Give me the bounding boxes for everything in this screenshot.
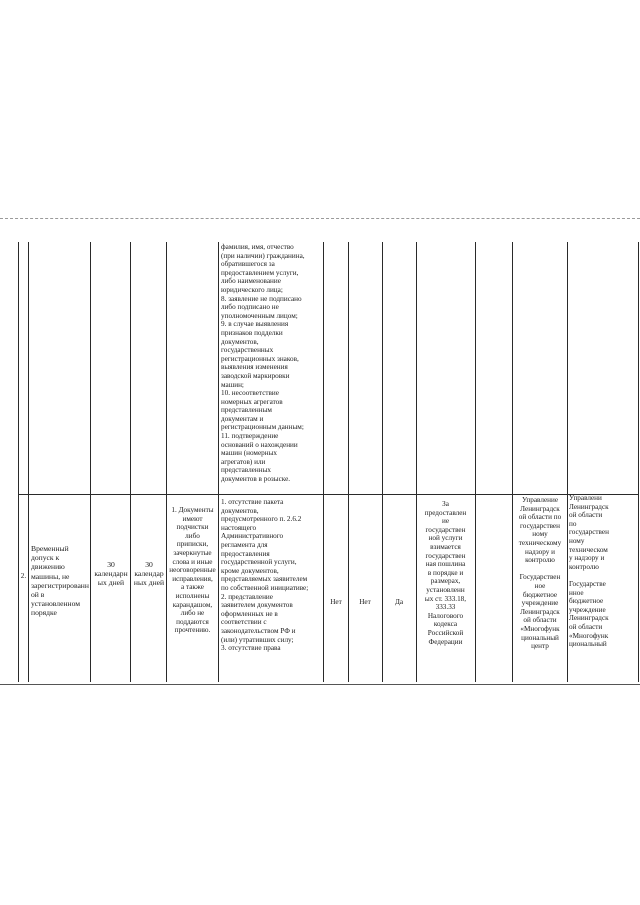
row2-number: 2. [20,572,27,580]
text-line: ная пошлина [425,560,466,569]
text-line: машин; [221,380,244,389]
text-line: Ленинградск [520,504,560,513]
row2-fee-charged: Да [394,598,404,606]
text-line: учреждение [521,599,559,608]
text-line: прочтению. [174,626,211,635]
row2-term-regular: 30 календарных дней [94,560,128,588]
text-line: номерных агрегатов [221,397,283,406]
text-line: приписки, [176,540,209,549]
text-line: 2. представление [221,592,273,601]
row2-suspension-term: Нет [359,598,371,606]
text-line: бюджетное [522,590,558,599]
text-line: государственных [221,346,274,355]
text-line: документам и [221,414,264,423]
text-line: поддаются [176,617,209,626]
text-line: Ленинградск [569,502,609,511]
text-line [514,565,566,574]
row-divider [18,494,639,495]
text-line: кроме документов, [221,566,279,575]
text-line: регистрационным данным; [221,423,304,432]
text-line: документов, [221,506,259,515]
text-line: циональный [521,633,559,642]
text-line: документов, [221,337,259,346]
text-line: заявителем документов [221,601,293,610]
text-line: предоставления [221,549,270,558]
column-divider [475,242,476,682]
text-line: представляемых заявителем [221,575,308,584]
text-line: юридического лица; [221,285,283,294]
text-line: ой области [569,511,603,520]
text-line: За [442,500,449,508]
column-divider [382,242,383,682]
text-line: государствен [425,551,466,560]
text-line: государствен [569,528,609,537]
text-line: контролю [525,556,555,565]
text-line [569,571,637,580]
text-line: Государствен [519,573,561,582]
text-line: государственной услуги, [221,558,297,567]
text-line: контролю [569,562,599,571]
column-divider [130,242,131,682]
text-line: признаков подделки [221,328,283,337]
row2-term-other: 30 календарных дней [133,560,165,588]
text-line: имеют [182,514,203,523]
text-line: исполнены [175,591,210,600]
services-table [18,242,639,682]
text-line: (или) утративших силу; [221,635,294,644]
text-line: 333.33 [435,603,456,612]
text-line: техническому [518,538,562,547]
text-line: документов в розыске. [221,475,291,484]
text-line: предоставлением услуги, [221,268,299,277]
text-line: либо наименование [221,277,281,286]
page-cut-line-top [0,218,640,219]
text-line: либо подписано не [221,303,279,312]
text-line: либо [185,531,200,540]
text-line: предусмотренного п. 2.6.2 [221,515,302,524]
text-line: обратившегося за [221,260,275,269]
text-line: 8. заявление не подписано [221,294,302,303]
text-line: Административного [221,532,284,541]
text-line: нное [569,588,584,597]
text-line: центр [531,642,549,651]
column-divider [218,242,219,682]
text-line: выявления изменения [221,363,288,372]
text-line: 1. отсутствие пакета [221,498,284,506]
text-line: по [569,519,577,528]
row2-refusal-reception [168,506,217,676]
text-line: Федерации [428,637,463,646]
text-line: кодекса [433,620,458,629]
text-line: агрегатов) или [221,457,266,466]
row2-fee-details [417,500,474,680]
text-line: государствен [425,525,466,534]
text-line: ых ст. 333.18, [424,594,467,603]
column-divider [348,242,349,682]
column-divider [166,242,167,682]
text-line: карандашом, [172,600,213,609]
text-line: неоговоренные [169,566,216,575]
text-line: 1. Документы [171,506,214,514]
text-line: зачеркнутые [173,548,212,557]
text-line: государствен [520,521,560,530]
column-divider [90,242,91,682]
row2-application-methods [514,496,566,682]
text-line: ой области [523,616,557,625]
text-line: ному [569,536,585,545]
text-line: машин (номерных [221,449,278,458]
row2-service-name: Временный допуск к движению машины, не зарегистрированной в установленном порядке [31,544,89,618]
text-line: Управление [521,496,559,504]
text-line: взимается [430,542,461,551]
page-cut-line-bottom [0,684,640,685]
text-line: представленных [221,466,271,475]
text-line: циональный [569,640,607,649]
text-line: Ленинградск [520,607,560,616]
text-line: надзору и [525,547,555,556]
text-line: регистрационных знаков, [221,354,299,363]
text-line: ой области [569,622,603,631]
table-border-right [638,242,639,682]
text-line: в порядке и [427,568,464,577]
text-line: оснований о нахождении [221,440,298,449]
text-line: Управлени [569,494,602,502]
text-line: (при наличии) гражданина, [221,251,305,260]
row2-suspension-grounds: Нет [330,598,342,606]
table-border-left [18,242,19,682]
text-line: настоящего [221,523,257,532]
text-line: слова и иные [172,557,213,566]
text-line: ие [441,517,450,526]
text-line: уполномоченным лицом; [221,311,298,320]
text-line: ной услуги [428,534,463,543]
text-line: ному [532,530,548,539]
text-line: либо не [180,609,205,618]
text-line: Российской [427,628,464,637]
row2-refusal-grounds [221,498,321,682]
text-line: учреждение [569,605,606,614]
column-divider [512,242,513,682]
text-line: законодательством РФ и [221,626,296,635]
text-line: 9. в случае выявления [221,320,289,329]
text-line: 3. отсутствие права [221,644,281,653]
text-line: «Многофунк [520,624,560,633]
column-divider [567,242,568,682]
text-line: по собственной инициативе; [221,583,309,592]
text-line: подчистки [176,523,209,532]
text-line: установленн [426,585,465,594]
text-line: Налогового [427,611,464,620]
text-line: предоставлен [424,508,467,517]
text-line: 11. подтверждение [221,432,279,441]
row1-refusal-grounds [221,243,321,493]
column-divider [323,242,324,682]
text-line: у надзору и [569,554,605,563]
text-line: заводской маркировки [221,371,290,380]
text-line: Ленинградск [569,614,609,623]
text-line: «Многофунк [569,631,609,640]
row2-result-methods [569,494,637,682]
text-line: оформленных не в [221,609,278,618]
text-line: регламента для [221,540,268,549]
text-line: бюджетное [569,597,604,606]
text-line: фамилия, имя, отчество [221,243,294,251]
text-line: техническом [569,545,608,554]
text-line: ное [534,581,546,590]
text-line: Государстве [569,579,606,588]
text-line: 10. несоответствие [221,389,279,398]
text-line: размерах, [430,577,461,586]
text-line: представленным [221,406,272,415]
text-line: соответствии с [221,618,267,627]
column-divider [28,242,29,682]
text-line: ой области по [518,513,562,522]
text-line: исправления, [172,574,213,583]
text-line: а также [181,583,204,592]
